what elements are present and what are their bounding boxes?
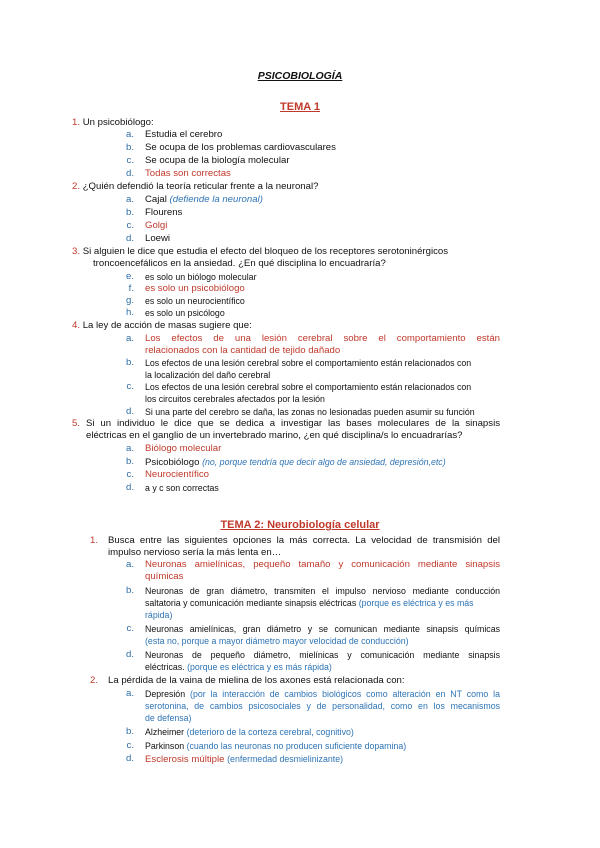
question-4: [72, 320, 252, 332]
question-text: Si alguien le dice que estudia el efecto del bloqueo de los receptores serotoninérgicos: [82, 246, 449, 257]
option-letter: d.: [125, 482, 134, 493]
option-note: (no, porque tendría que decir algo de ansiedad, depresión,etc): [202, 457, 446, 467]
option-note: (porque es eléctrica y es más: [358, 598, 474, 608]
option-text: Estudia el cerebro: [145, 129, 223, 140]
question-text-cont: troncoencefálicos en la ansiedad. ¿En qué disciplina lo encuadraría?: [93, 258, 386, 269]
correct-option-text: Neurocientífico: [145, 469, 209, 480]
option-text: Flourens: [145, 207, 183, 218]
question-number: 2.: [89, 675, 98, 686]
question-number: 2.: [72, 181, 81, 192]
option-letter: a.: [125, 443, 134, 454]
option-text: es solo un neurocientífico: [145, 296, 245, 306]
option-text: Alzheimer: [145, 727, 185, 737]
option-text-cont: saltatoria y comunicación mediante sinapsis eléctricas: [145, 598, 357, 608]
option-letter: b.: [125, 456, 134, 467]
correct-option-text: Biólogo molecular: [145, 443, 222, 454]
question-number: 4.: [72, 320, 81, 331]
question-text: ¿Quién defendió la teoría reticular frente a la neuronal?: [82, 181, 319, 192]
correct-option-text: Golgi: [145, 220, 168, 231]
option-text: es solo un psicólogo: [145, 308, 225, 318]
question-text: La ley de acción de masas sugiere que:: [82, 320, 252, 331]
question-3: [72, 246, 448, 258]
option-text-cont: los circuitos cerebrales afectados por la lesión: [145, 394, 325, 404]
option-note: (esta no, porque a mayor diámetro mayor velocidad de conducción): [145, 636, 409, 646]
option-line: [145, 688, 500, 700]
option-letter: b.: [125, 357, 134, 368]
question-text: Un psicobiólogo:: [82, 117, 154, 128]
question-number: 3.: [72, 246, 81, 257]
option-letter: a.: [125, 333, 134, 344]
option-letter: e.: [125, 271, 134, 282]
option-letter: c.: [126, 623, 134, 634]
option-letter: c.: [126, 381, 134, 392]
option-letter: b.: [125, 585, 134, 596]
option-text: Loewi: [145, 233, 171, 244]
option-letter: d.: [125, 406, 134, 417]
option-text-cont: eléctricas.: [145, 662, 185, 672]
question-number: 5.: [72, 418, 81, 429]
option-letter: b.: [125, 207, 134, 218]
option-letter: a.: [125, 194, 134, 205]
option-text: Neuronas de gran diámetro, transmiten el impulso nervioso mediante conducción: [145, 586, 500, 596]
question-2: [72, 181, 318, 193]
option-note: (defiende la neuronal): [169, 194, 263, 205]
option-text: Los efectos de una lesión cerebral sobre el comportamiento están relacionados con: [145, 358, 472, 368]
option-letter: b.: [125, 142, 134, 153]
correct-option-text: Esclerosis múltiple: [145, 754, 225, 765]
option-text: Se ocupa de los problemas cardiovasculares: [145, 142, 336, 153]
option-line: [145, 597, 474, 609]
correct-option-text: Todas son correctas: [145, 168, 231, 179]
option-letter: d.: [125, 168, 134, 179]
option-note: (cuando las neuronas no producen suficiente dopamina): [186, 741, 407, 751]
option-letter: c.: [126, 155, 134, 166]
question-text: Si un individuo le dice que se dedica a investigar las bases moleculares de la sinapsis: [85, 418, 500, 429]
option-text: Parkinson: [145, 741, 185, 751]
option-text: es solo un biólogo molecular: [145, 272, 257, 282]
option-text: Los efectos de una lesión cerebral sobre el comportamiento están relacionados con: [145, 382, 472, 392]
tema2-title: TEMA 2: Neurobiología celular: [220, 519, 380, 531]
correct-option-text: Neuronas amielínicas, pequeño tamaño y comunicación mediante sinapsis: [145, 559, 500, 570]
option-note: (enfermedad desmielinizante): [227, 754, 344, 764]
question-number: 1.: [89, 535, 98, 546]
option-note: (deterioro de la corteza cerebral, cognitivo): [186, 727, 354, 737]
question-text: Busca entre las siguientes opciones la más correcta. La velocidad de transmisión del: [108, 535, 500, 546]
option-letter: b.: [125, 726, 134, 737]
option-line: [145, 456, 446, 469]
option-letter: f.: [128, 283, 134, 294]
option-letter: h.: [125, 307, 134, 318]
option-letter: g.: [125, 295, 134, 306]
question-text: La pérdida de la vaina de mielina de los axones está relacionada con:: [108, 675, 405, 686]
option-text: Si una parte del cerebro se daña, las zonas no lesionadas pueden asumir su función: [145, 407, 475, 417]
correct-option-text: es solo un psicobiólogo: [145, 283, 245, 294]
option-line: [145, 661, 332, 673]
question-text-cont: impulso nervioso sería la más lenta en…: [108, 547, 282, 558]
option-line: [145, 194, 263, 206]
correct-option-text-cont: relacionados con la cantidad de tejido dañado: [145, 345, 341, 356]
option-letter: a.: [125, 688, 134, 699]
option-text: Psicobiólogo: [145, 457, 200, 468]
document-title: PSICOBIOLOGÍA: [257, 70, 343, 82]
option-text: Neuronas de pequeño diámetro, mielínicas y comunicación mediante sinapsis: [145, 650, 500, 660]
option-note-cont: serotonina, de cambios psicosociales y de personalidad, como en los mecanismos: [145, 701, 500, 711]
option-text: Neuronas amielínicas, gran diámetro y se comunican mediante sinapsis químicas: [145, 624, 500, 634]
option-note-cont: de defensa): [145, 713, 192, 723]
tema1-title: TEMA 1: [280, 101, 320, 113]
option-letter: a.: [125, 559, 134, 570]
option-letter: c.: [126, 469, 134, 480]
option-line: [145, 753, 343, 766]
correct-option-text-cont: químicas: [145, 571, 184, 582]
question-1: [72, 117, 154, 129]
option-letter: d.: [125, 753, 134, 764]
option-letter: c.: [126, 220, 134, 231]
option-note-cont: rápida): [145, 610, 173, 620]
question-5: [72, 418, 500, 430]
option-text: Cajal: [145, 194, 167, 205]
option-line: [145, 740, 406, 752]
option-letter: a.: [125, 129, 134, 140]
option-note: (por la interacción de cambios biológicos como alteración en NT como la: [190, 689, 500, 699]
option-letter: d.: [125, 233, 134, 244]
correct-option-text: Los efectos de una lesión cerebral sobre el comportamiento están: [145, 333, 500, 344]
question-number: 1.: [72, 117, 81, 128]
option-note: (porque es eléctrica y es más rápida): [187, 662, 332, 672]
option-letter: c.: [126, 740, 134, 751]
option-text-cont: la localización del daño cerebral: [145, 370, 271, 380]
option-text: Depresión: [145, 689, 186, 699]
option-text: a y c son correctas: [145, 483, 219, 493]
option-text: Se ocupa de la biología molecular: [145, 155, 290, 166]
option-letter: d.: [125, 649, 134, 660]
option-line: [145, 726, 354, 738]
question-text-cont: eléctricas en el ganglio de un invertebrado marino, ¿en qué disciplina/s lo encuadrarías?: [86, 430, 463, 441]
